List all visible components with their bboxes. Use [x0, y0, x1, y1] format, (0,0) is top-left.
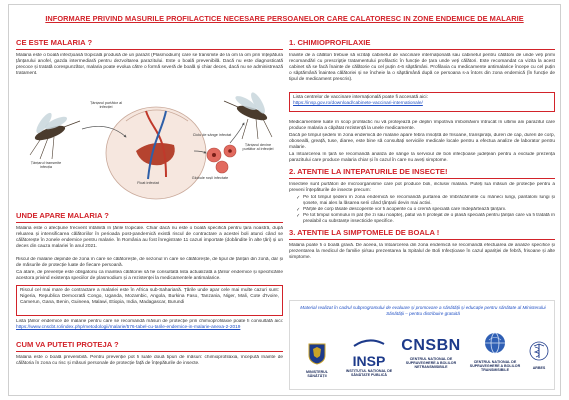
- coat-of-arms-icon: [308, 343, 326, 365]
- paragraph-chemo-1: Înainte de a călători trebuie să vizitați cabinetul de vaccinare internațională sau cabinetul pentru călătorii de unde veți primi recomandări cu prescripție tratamentului profilactic în funcție de țara unde veți călători. Este recomandat ca vizita la acest cabinet să se facă înainte de călătorie cu cel puțin 4-6 săptămâni. Profilaxia cu medicamente antimalarice începe cu cel puțin o săptămână înaintea călătoriei și se încheie la o săptămână după ce persoana s-a întors din zona endemică (în funcție de tipul de medicament prescris).: [289, 53, 555, 82]
- section-heading-protect: CUM VA PUTETI PROTEJA ?: [16, 340, 283, 352]
- section-heading-where: UNDE APARE MALARIA ?: [16, 211, 283, 223]
- vaccination-centers-link[interactable]: https://insp.gov.ro/download/cabinete-vaccinari-internationale/: [293, 101, 423, 106]
- mosquito-icon-right: [224, 91, 272, 139]
- high-risk-countries-box: Riscul cel mai mare de contractare a malariei este în Africa sub-Sahariană. Țările unde apar cele mai multe cazuri sunt: Nigeria, Republica Democrată Congo, Uganda, Mozambic, Angola, Burkina Faso, Tanzania, Niger, Mali, Cote d'Ivoire, Camerun, Gana, Benin, Guineea, Malawi, Etiopia, India, Madagascar, Burundi: [16, 285, 283, 316]
- label-carrier-mosquito: Țânțarul purtător al infecției: [89, 101, 123, 110]
- page: [8, 4, 561, 396]
- paragraph-chemo-3: Dacă pe timpul șederii în zona endemică de malarie apare febra însoțită de frisoane, transpirații, dureri de cap, dureri de corp, oboseală, greață, tuse, diaree, este bine să consultați serviciile medicale locale pentru a efectua analize de laborator pentru malarie.: [289, 133, 555, 150]
- paragraph-chemo-2: Medicamentele luate în scop profilactic nu vă protejează pe deplin împotriva îmbolnăvirii întrucât în ultimii ani parazitul care produce malaria a căpătat rezistență la unele medicamente.: [289, 120, 555, 131]
- label-mosquito-transmits: Țânțarul transmite infecția: [30, 161, 62, 170]
- paragraph-insects: Insectele sunt purtători de microorganisme care pot produce boli, inclusiv malaria. Puteți lua măsuri de protecție pentru a preveni înțepăturile de insecte precum:: [289, 182, 555, 193]
- list-item: ✓ Pe tot timpul șederii în zona endemică se recomandă purtarea de îmbrăcăminte cu mâneci lungi, pantaloni lungi și șosete, mai ales la lăsarea serii când țânțarii devin mai activi.: [297, 195, 555, 207]
- list-item: ✓ Pe tot timpul somnului în pat (fie zi sau noapte), patul va fi protejat de o plasă specială pentru țânțari care va fi tratată în prealabil cu substanțe insecticide specifice.: [297, 213, 555, 225]
- label-mosquito-becomes-carrier: Țânțarul devine purtător al infecției: [242, 143, 274, 152]
- cnscbt-logo: CENTRUL NAȚIONAL DE SUPRAVEGHERE A BOLILOR TRANSMISIBILE: [466, 331, 524, 373]
- sponsors-panel: [289, 300, 555, 390]
- insp-logo: INSP INSTITUTUL NAȚIONAL DE SĂNĂTATE PUBLICĂ: [342, 335, 396, 377]
- caduceus-icon: [529, 341, 549, 361]
- mosquito-icon-left: [30, 111, 80, 159]
- paragraph-protect: Malaria este o boală prevenibilă. Pentru prevenție pot fi luate două tipuri de măsuri: chimioprofilaxia, începută înainte de călătoria în zona cu risc și măsuri personale de protecție față de înțepăturile de insecte.: [16, 355, 283, 366]
- endemic-countries-link[interactable]: https://www.cnscbt.ro/index.php/metodologii/malarie/576-tabel-cu-tarile-endemice-in-malarie-anexa-2-2019: [16, 325, 241, 330]
- malaria-lifecycle-illustration: [16, 81, 283, 207]
- left-column: [16, 38, 283, 374]
- page-title: INFORMARE PRIVIND MASURILE PROFILACTICE NECESARE PERSOANELOR CARE CALATORESC IN ZONE ENDEMICE DE MALARIE: [45, 14, 524, 23]
- list-item: ✓ Părțile de corp lăsate descoperite vor fi acoperite cu o cremă specială care îndepărtează țânțarii.: [297, 207, 555, 213]
- label-blood-cycle: Ciclu de sânge infectat: [192, 133, 232, 137]
- paragraph-symptoms: Malaria poate fi o boală gravă. De aceea, la întoarcerea din zona endemică se recomandă efectuarea de analize specifice și prezentarea la medicul de familie și/sau prezentarea la Spitalul de Boli Infecțioase în cazul apariției de febră, frisoane și alte simptome.: [289, 243, 555, 260]
- ministry-logo: MINISTERUL SĂNĂTĂȚII: [296, 343, 338, 378]
- arbes-logo: ARBES: [526, 341, 552, 370]
- paragraph-where-3: Ca atare, de prevenție este obligatoriu ca înaintea călătoriei să fie consultată lista actualizată a țărilor endemice și specificările acestora privind existența speciilor de plasmodium și a rezistenței la medicamentele antimalarice.: [16, 270, 283, 281]
- section-heading-insect-bites: 2. ATENTIE LA INTEPATURILE DE INSECTE!: [289, 167, 555, 179]
- section-heading-chemoprophylaxis: 1. CHIMIOPROFILAXIE: [289, 38, 555, 50]
- paragraph-where-1: Malaria este o afecțiune frecvent întâlnită în țările tropicale. Chiar dacă nu este o boală specifică pentru țara noastră, după reluarea și intensificarea călătoriilor în perioada post-pandemică există riscul de contractare a acestei boli atunci când se călătorește în zonele endemice pentru malarie. În România au fost înregistrate 11 cazuri importate (dobândite în alte țări) și un deces din cauza malariei în anul 2021.: [16, 226, 283, 249]
- cnsbn-logo: CNSBN CENTRUL NAȚIONAL DE SUPRAVEGHERE A BOLILOR NETRANSMISIBILE: [401, 337, 461, 370]
- paragraph-endemic-list: Lista țărilor endemice de malarie pentru care se recomandă măsuri de protecție prin chimioprofilaxie poate fi consultată aici: https://www.cnscbt.ro/index.php/metodologii/malarie/576-tabel-cu-tarile-endemice-in-malarie-anexa-2-2019: [16, 319, 283, 330]
- label-infected-red-cells: Globule roșii infectate: [191, 176, 229, 180]
- insect-protection-list: [289, 195, 555, 225]
- insp-swoosh-icon: [352, 336, 386, 348]
- label-infected-liver: Ficat infectat: [137, 181, 159, 185]
- right-column: [289, 38, 555, 262]
- material-note: Material realizat în cadrul subprogramului de evaluare și promovare a sănătății și educație pentru sănătate al Ministerului Sănătății – pentru distribuire gratuită: [300, 305, 546, 316]
- section-heading-what-is: CE ESTE MALARIA ?: [16, 38, 283, 50]
- paragraph-what-is: Malaria este o boală infecțioasă tropicală produsă de un parazit (Plasmodium) care se transmite de la om la om prin înțepătura țânțarului anofel, gazda intermediară pentru dezvoltarea parazitului. Este o boală prevenibilă. Dacă nu este diagnosticată precoce și tratată corespunzător, malaria poate evolua către o formă severă de boală și chiar deces, dacă nu se administrează tratament.: [16, 53, 283, 76]
- globe-icon: [483, 331, 507, 355]
- paragraph-chemo-4: La întoarcerea în țară se recomandă analiza de sânge la serviciul de boli infecțioase județean pentru a exclude prezența parazitului care produce malaria chiar și în cazul în care nu aveți simptome.: [289, 152, 555, 163]
- section-heading-symptoms: 3. ATENTIE LA SIMPTOMELE DE BOALA !: [289, 228, 555, 240]
- paragraph-where-2: Riscul de malarie depinde de zona în care se călătorește, de sezonul în care se călătorește, de tipul de țânțari din zonă, dar și de măsurile de protecție luate de fiecare persoană.: [16, 257, 283, 268]
- vaccination-centers-box: Lista centrelor de vaccinare internațională poate fi accesată aici: https://insp.gov.ro/download/cabinete-vaccinari-internationale/: [289, 92, 555, 112]
